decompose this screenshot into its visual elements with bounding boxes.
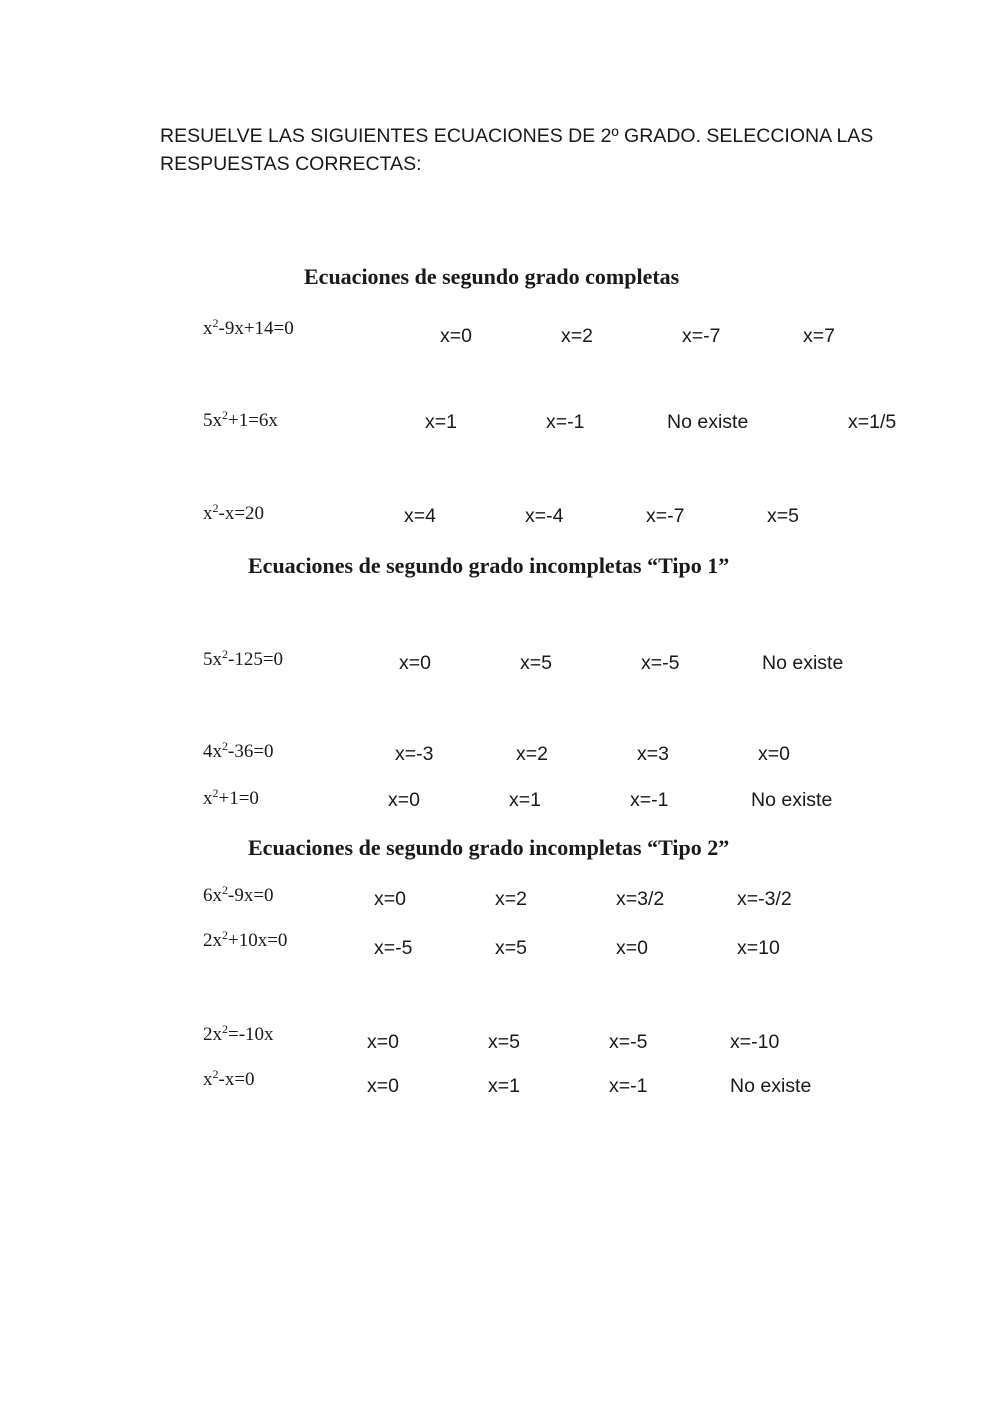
answer-option[interactable]: x=-1 <box>609 1075 648 1097</box>
answer-option[interactable]: x=5 <box>767 505 799 527</box>
answer-option[interactable]: x=2 <box>495 888 527 910</box>
equation: $2x^2+10x=0$ <box>203 928 288 951</box>
answer-option[interactable]: x=0 <box>388 789 420 811</box>
instructions: RESUELVE LAS SIGUIENTES ECUACIONES DE 2º GRADO. SELECCIONA LAS RESPUESTAS CORRECTAS: <box>160 125 874 175</box>
answer-option[interactable]: x=1 <box>488 1075 520 1097</box>
equation: $x^2-x=20$ <box>203 501 265 524</box>
answer-option[interactable]: x=-10 <box>730 1031 780 1053</box>
answer-option[interactable]: x=3/2 <box>616 888 665 910</box>
section-heading-completas: Ecuaciones de segundo grado completas <box>304 264 680 289</box>
answer-option[interactable]: x=-1 <box>546 411 585 433</box>
answer-option[interactable]: x=5 <box>520 652 552 674</box>
answer-option[interactable]: x=0 <box>374 888 406 910</box>
answer-option[interactable]: x=5 <box>495 937 527 959</box>
answer-option[interactable]: x=10 <box>737 937 780 959</box>
answer-option[interactable]: x=1/5 <box>848 411 897 433</box>
section-heading-tipo-1: Ecuaciones de segundo grado incompletas “Tipo 1” <box>248 553 730 578</box>
answer-option[interactable]: x=3 <box>637 743 669 765</box>
equation: $x^2+1=0$ <box>203 786 259 809</box>
answer-option[interactable]: x=0 <box>367 1075 399 1097</box>
answer-option[interactable]: x=-1 <box>630 789 669 811</box>
answer-option[interactable]: x=-5 <box>641 652 680 674</box>
answer-option[interactable]: x=5 <box>488 1031 520 1053</box>
answer-option[interactable]: x=-3 <box>395 743 434 765</box>
answer-option[interactable]: No existe <box>751 789 833 811</box>
answer-option[interactable]: x=-3/2 <box>737 888 792 910</box>
answer-option[interactable]: x=2 <box>561 325 593 347</box>
equation: $2x^2=-10x$ <box>203 1022 274 1045</box>
answer-option[interactable]: x=1 <box>509 789 541 811</box>
equation: $5x^2-125=0$ <box>203 647 284 670</box>
answer-option[interactable]: x=-7 <box>682 325 721 347</box>
equation: $6x^2-9x=0$ <box>203 883 274 906</box>
answer-option[interactable]: No existe <box>762 652 844 674</box>
section-heading-tipo-2: Ecuaciones de segundo grado incompletas “Tipo 2” <box>248 835 730 860</box>
answer-option[interactable]: x=1 <box>425 411 457 433</box>
answer-option[interactable]: x=7 <box>803 325 835 347</box>
answer-option[interactable]: x=0 <box>758 743 790 765</box>
answer-option[interactable]: x=0 <box>616 937 648 959</box>
answer-option[interactable]: x=2 <box>516 743 548 765</box>
answer-option[interactable]: x=-5 <box>609 1031 648 1053</box>
equation: $4x^2-36=0$ <box>203 739 274 762</box>
answer-option[interactable]: x=4 <box>404 505 436 527</box>
equation: $x^2-x=0$ <box>203 1067 255 1090</box>
equation: $5x^2+1=6x$ <box>203 408 278 431</box>
answer-option[interactable]: x=-4 <box>525 505 564 527</box>
answer-option[interactable]: No existe <box>730 1075 812 1097</box>
answer-option[interactable]: x=0 <box>440 325 472 347</box>
answer-option[interactable]: x=0 <box>399 652 431 674</box>
answer-option[interactable]: x=-7 <box>646 505 685 527</box>
answer-option[interactable]: x=0 <box>367 1031 399 1053</box>
answer-option[interactable]: No existe <box>667 411 749 433</box>
equation: $x^2-9x+14=0$ <box>203 316 294 339</box>
answer-option[interactable]: x=-5 <box>374 937 413 959</box>
